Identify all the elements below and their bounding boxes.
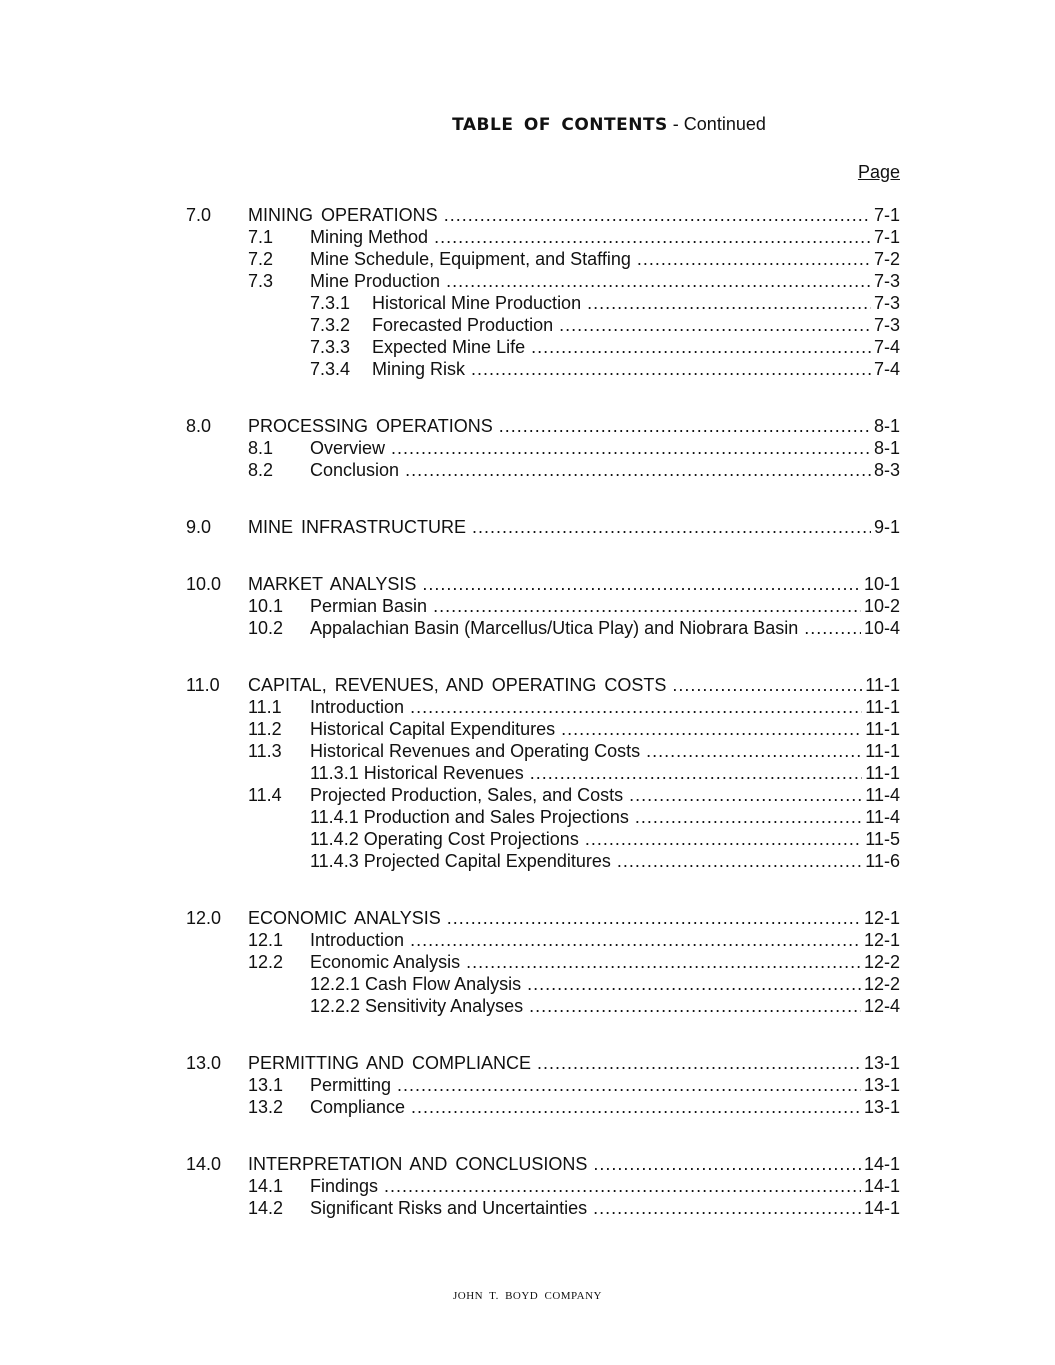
entry-title: Mine Schedule, Equipment, and Staffing bbox=[310, 249, 631, 269]
toc-title bbox=[0, 113, 1055, 136]
entry-page-number: 7-4 bbox=[873, 337, 900, 357]
entry-title: ECONOMIC ANALYSIS bbox=[248, 908, 441, 928]
dot-leader bbox=[466, 951, 861, 973]
dot-leader bbox=[530, 762, 863, 784]
entry-title: Expected Mine Life bbox=[372, 337, 526, 357]
toc-subsection[interactable] bbox=[186, 226, 900, 248]
entry-title: Forecasted Production bbox=[372, 315, 554, 335]
dot-leader bbox=[629, 784, 862, 806]
entry-link[interactable] bbox=[310, 740, 900, 762]
dot-leader bbox=[646, 740, 862, 762]
toc-section bbox=[186, 907, 900, 1017]
entry-title: 11.4.2 Operating Cost Projections bbox=[310, 829, 579, 849]
toc-sub-subsection[interactable] bbox=[186, 358, 900, 380]
entry-number: 11.3 bbox=[248, 741, 282, 761]
entry-link[interactable] bbox=[248, 204, 900, 226]
toc-subsection[interactable] bbox=[186, 1074, 900, 1096]
entry-link[interactable] bbox=[310, 995, 900, 1017]
entry-title: Significant Risks and Uncertainties bbox=[310, 1198, 588, 1218]
dot-leader bbox=[422, 573, 861, 595]
toc-section-heading[interactable] bbox=[186, 415, 900, 437]
entry-link[interactable] bbox=[310, 270, 900, 292]
entry-number: 7.3.2 bbox=[310, 315, 351, 335]
dot-leader bbox=[672, 674, 862, 696]
dot-leader bbox=[405, 459, 871, 481]
dot-leader bbox=[384, 1175, 861, 1197]
toc-title-main: TABLE OF CONTENTS bbox=[452, 115, 668, 135]
entry-page-number: 7-3 bbox=[873, 315, 900, 335]
dot-leader bbox=[472, 516, 871, 538]
toc-section-heading[interactable] bbox=[186, 573, 900, 595]
dot-leader bbox=[537, 1052, 861, 1074]
entry-title: Findings bbox=[310, 1176, 379, 1196]
dot-leader bbox=[529, 995, 861, 1017]
toc-section bbox=[186, 674, 900, 872]
toc-sub-subsection[interactable] bbox=[186, 995, 900, 1017]
entry-link[interactable] bbox=[310, 973, 900, 995]
entry-page-number: 11-5 bbox=[865, 829, 900, 849]
entry-link[interactable] bbox=[310, 929, 900, 951]
entry-link[interactable] bbox=[248, 516, 900, 538]
toc-sub-subsection[interactable] bbox=[186, 850, 900, 872]
entry-page-number: 7-1 bbox=[873, 205, 900, 225]
dot-leader bbox=[446, 270, 871, 292]
entry-number: 9.0 bbox=[186, 517, 212, 537]
entry-title: Appalachian Basin (Marcellus/Utica Play) and Niobrara Basin bbox=[310, 618, 799, 638]
entry-page-number: 11-1 bbox=[865, 697, 900, 717]
dot-leader bbox=[471, 358, 871, 380]
entry-link[interactable] bbox=[372, 292, 900, 314]
entry-page-number: 11-1 bbox=[865, 763, 900, 783]
toc-subsection[interactable] bbox=[186, 718, 900, 740]
entry-page-number: 11-1 bbox=[865, 741, 900, 761]
entry-link[interactable] bbox=[248, 415, 900, 437]
entry-title: Mining Method bbox=[310, 227, 429, 247]
entry-page-number: 9-1 bbox=[873, 517, 900, 537]
entry-number: 12.0 bbox=[186, 908, 222, 928]
entry-title: 11.4.3 Projected Capital Expenditures bbox=[310, 851, 611, 871]
entry-page-number: 7-1 bbox=[873, 227, 900, 247]
toc-sub-subsection[interactable] bbox=[186, 292, 900, 314]
toc-sub-subsection[interactable] bbox=[186, 973, 900, 995]
entry-title: 11.4.1 Production and Sales Projections bbox=[310, 807, 629, 827]
entry-title: CAPITAL, REVENUES, AND OPERATING COSTS bbox=[248, 675, 667, 695]
entry-page-number: 13-1 bbox=[863, 1053, 900, 1073]
entry-link[interactable] bbox=[248, 1052, 900, 1074]
entry-link[interactable] bbox=[248, 907, 900, 929]
toc-subsection[interactable] bbox=[186, 1175, 900, 1197]
entry-page-number: 12-2 bbox=[863, 974, 900, 994]
entry-title: MARKET ANALYSIS bbox=[248, 574, 417, 594]
entry-link[interactable] bbox=[310, 1197, 900, 1219]
entry-number: 11.2 bbox=[248, 719, 282, 739]
entry-page-number: 13-1 bbox=[863, 1075, 900, 1095]
entry-link[interactable] bbox=[372, 358, 900, 380]
entry-page-number: 11-4 bbox=[865, 785, 900, 805]
entry-number: 8.2 bbox=[248, 460, 274, 480]
entry-page-number: 14-1 bbox=[863, 1198, 900, 1218]
entry-link[interactable] bbox=[310, 617, 900, 639]
toc-subsection[interactable] bbox=[186, 270, 900, 292]
toc-section-heading[interactable] bbox=[186, 1153, 900, 1175]
dot-leader bbox=[561, 718, 862, 740]
entry-title: Introduction bbox=[310, 697, 405, 717]
dot-leader bbox=[635, 806, 862, 828]
entry-title: Historical Capital Expenditures bbox=[310, 719, 556, 739]
entry-page-number: 12-1 bbox=[863, 908, 900, 928]
entry-title: Economic Analysis bbox=[310, 952, 461, 972]
toc-subsection[interactable] bbox=[186, 595, 900, 617]
toc-section bbox=[186, 1052, 900, 1118]
entry-page-number: 11-4 bbox=[865, 807, 900, 827]
entry-title: Overview bbox=[310, 438, 386, 458]
entry-page-number: 7-4 bbox=[873, 359, 900, 379]
entry-title: MINING OPERATIONS bbox=[248, 205, 438, 225]
dot-leader bbox=[444, 204, 871, 226]
toc-subsection[interactable] bbox=[186, 951, 900, 973]
entry-title: PROCESSING OPERATIONS bbox=[248, 416, 493, 436]
dot-leader bbox=[637, 248, 871, 270]
toc-section bbox=[186, 204, 900, 380]
dot-leader bbox=[397, 1074, 861, 1096]
dot-leader bbox=[804, 617, 861, 639]
entry-page-number: 10-2 bbox=[863, 596, 900, 616]
dot-leader bbox=[434, 226, 871, 248]
toc-section-heading[interactable] bbox=[186, 516, 900, 538]
toc-subsection[interactable] bbox=[186, 1197, 900, 1219]
entry-title: PERMITTING AND COMPLIANCE bbox=[248, 1053, 532, 1073]
entry-link[interactable] bbox=[372, 336, 900, 358]
toc-subsection[interactable] bbox=[186, 929, 900, 951]
page-column-label: Page bbox=[857, 162, 900, 182]
dot-leader bbox=[593, 1197, 861, 1219]
entry-number: 10.2 bbox=[248, 618, 284, 638]
dot-leader bbox=[593, 1153, 861, 1175]
entry-link[interactable] bbox=[310, 951, 900, 973]
entry-number: 8.1 bbox=[248, 438, 274, 458]
toc-subsection[interactable] bbox=[186, 1096, 900, 1118]
entry-title: Mine Production bbox=[310, 271, 441, 291]
entry-link[interactable] bbox=[310, 248, 900, 270]
entry-link[interactable] bbox=[248, 674, 900, 696]
entry-page-number: 11-1 bbox=[865, 719, 900, 739]
entry-link[interactable] bbox=[310, 437, 900, 459]
dot-leader bbox=[447, 907, 861, 929]
entry-title: Permian Basin bbox=[310, 596, 428, 616]
toc-subsection[interactable] bbox=[186, 784, 900, 806]
entry-number: 7.3.3 bbox=[310, 337, 351, 357]
entry-link[interactable] bbox=[248, 1153, 900, 1175]
entry-number: 13.2 bbox=[248, 1097, 284, 1117]
entry-page-number: 10-4 bbox=[863, 618, 900, 638]
entry-number: 12.2 bbox=[248, 952, 284, 972]
table-of-contents bbox=[186, 204, 900, 1219]
entry-page-number: 12-4 bbox=[863, 996, 900, 1016]
toc-sub-subsection[interactable] bbox=[186, 336, 900, 358]
toc-section-heading[interactable] bbox=[186, 907, 900, 929]
toc-sub-subsection[interactable] bbox=[186, 806, 900, 828]
entry-link[interactable] bbox=[248, 573, 900, 595]
entry-page-number: 12-1 bbox=[863, 930, 900, 950]
entry-title: MINE INFRASTRUCTURE bbox=[248, 517, 466, 537]
entry-title: 12.2.1 Cash Flow Analysis bbox=[310, 974, 522, 994]
entry-number: 14.1 bbox=[248, 1176, 284, 1196]
toc-section-heading[interactable] bbox=[186, 1052, 900, 1074]
entry-number: 12.1 bbox=[248, 930, 284, 950]
entry-number: 11.4 bbox=[248, 785, 282, 805]
toc-sub-subsection[interactable] bbox=[186, 762, 900, 784]
entry-link[interactable] bbox=[310, 1175, 900, 1197]
entry-title: 12.2.2 Sensitivity Analyses bbox=[310, 996, 524, 1016]
entry-title: Mining Risk bbox=[372, 359, 466, 379]
entry-page-number: 8-3 bbox=[873, 460, 900, 480]
entry-number: 14.0 bbox=[186, 1154, 222, 1174]
entry-link[interactable] bbox=[310, 762, 900, 784]
dot-leader bbox=[559, 314, 871, 336]
dot-leader bbox=[587, 292, 871, 314]
dot-leader bbox=[527, 973, 861, 995]
entry-page-number: 11-1 bbox=[865, 675, 900, 695]
entry-number: 11.0 bbox=[186, 675, 220, 695]
entry-title: Historical Revenues and Operating Costs bbox=[310, 741, 641, 761]
dot-leader bbox=[585, 828, 862, 850]
dot-leader bbox=[499, 415, 871, 437]
entry-number: 7.3 bbox=[248, 271, 274, 291]
entry-page-number: 12-2 bbox=[863, 952, 900, 972]
entry-number: 11.1 bbox=[248, 697, 282, 717]
entry-link[interactable] bbox=[310, 718, 900, 740]
entry-title: Introduction bbox=[310, 930, 405, 950]
entry-link[interactable] bbox=[310, 459, 900, 481]
entry-page-number: 13-1 bbox=[863, 1097, 900, 1117]
toc-section bbox=[186, 415, 900, 481]
entry-title: 11.3.1 Historical Revenues bbox=[310, 763, 524, 783]
entry-number: 10.1 bbox=[248, 596, 284, 616]
toc-section bbox=[186, 1153, 900, 1219]
entry-number: 13.1 bbox=[248, 1075, 284, 1095]
entry-link[interactable] bbox=[310, 1096, 900, 1118]
entry-number: 7.3.1 bbox=[310, 293, 351, 313]
toc-subsection[interactable] bbox=[186, 617, 900, 639]
entry-number: 13.0 bbox=[186, 1053, 222, 1073]
entry-page-number: 7-3 bbox=[873, 293, 900, 313]
footer-company: JOHN T. BOYD COMPANY bbox=[453, 1290, 602, 1302]
dot-leader bbox=[411, 1096, 861, 1118]
entry-link[interactable] bbox=[310, 226, 900, 248]
toc-subsection[interactable] bbox=[186, 740, 900, 762]
entry-title: Permitting bbox=[310, 1075, 392, 1095]
toc-subsection[interactable] bbox=[186, 696, 900, 718]
entry-page-number: 14-1 bbox=[863, 1154, 900, 1174]
toc-title-suffix: - Continued bbox=[667, 114, 766, 134]
entry-page-number: 10-1 bbox=[863, 574, 900, 594]
entry-number: 14.2 bbox=[248, 1198, 284, 1218]
toc-section-heading[interactable] bbox=[186, 204, 900, 226]
toc-section bbox=[186, 573, 900, 639]
toc-subsection[interactable] bbox=[186, 437, 900, 459]
entry-link[interactable] bbox=[310, 850, 900, 872]
entry-link[interactable] bbox=[310, 696, 900, 718]
entry-number: 7.1 bbox=[248, 227, 274, 247]
entry-link[interactable] bbox=[372, 314, 900, 336]
entry-page-number: 7-3 bbox=[873, 271, 900, 291]
dot-leader bbox=[531, 336, 871, 358]
entry-link[interactable] bbox=[310, 784, 900, 806]
toc-sub-subsection[interactable] bbox=[186, 314, 900, 336]
entry-title: Compliance bbox=[310, 1097, 406, 1117]
entry-title: Conclusion bbox=[310, 460, 400, 480]
entry-number: 7.2 bbox=[248, 249, 274, 269]
dot-leader bbox=[410, 929, 861, 951]
dot-leader bbox=[410, 696, 862, 718]
entry-link[interactable] bbox=[310, 806, 900, 828]
entry-link[interactable] bbox=[310, 1074, 900, 1096]
entry-page-number: 14-1 bbox=[863, 1176, 900, 1196]
toc-sub-subsection[interactable] bbox=[186, 828, 900, 850]
entry-number: 7.0 bbox=[186, 205, 212, 225]
entry-link[interactable] bbox=[310, 595, 900, 617]
entry-number: 7.3.4 bbox=[310, 359, 351, 379]
entry-number: 8.0 bbox=[186, 416, 212, 436]
entry-page-number: 7-2 bbox=[873, 249, 900, 269]
toc-section-heading[interactable] bbox=[186, 674, 900, 696]
toc-subsection[interactable] bbox=[186, 459, 900, 481]
toc-subsection[interactable] bbox=[186, 248, 900, 270]
entry-page-number: 8-1 bbox=[873, 416, 900, 436]
entry-number: 10.0 bbox=[186, 574, 222, 594]
entry-page-number: 8-1 bbox=[873, 438, 900, 458]
toc-section bbox=[186, 516, 900, 538]
entry-link[interactable] bbox=[310, 828, 900, 850]
entry-title: Historical Mine Production bbox=[372, 293, 582, 313]
entry-title: INTERPRETATION AND CONCLUSIONS bbox=[248, 1154, 588, 1174]
dot-leader bbox=[433, 595, 861, 617]
entry-page-number: 11-6 bbox=[865, 851, 900, 871]
dot-leader bbox=[617, 850, 862, 872]
entry-title: Projected Production, Sales, and Costs bbox=[310, 785, 624, 805]
dot-leader bbox=[391, 437, 871, 459]
